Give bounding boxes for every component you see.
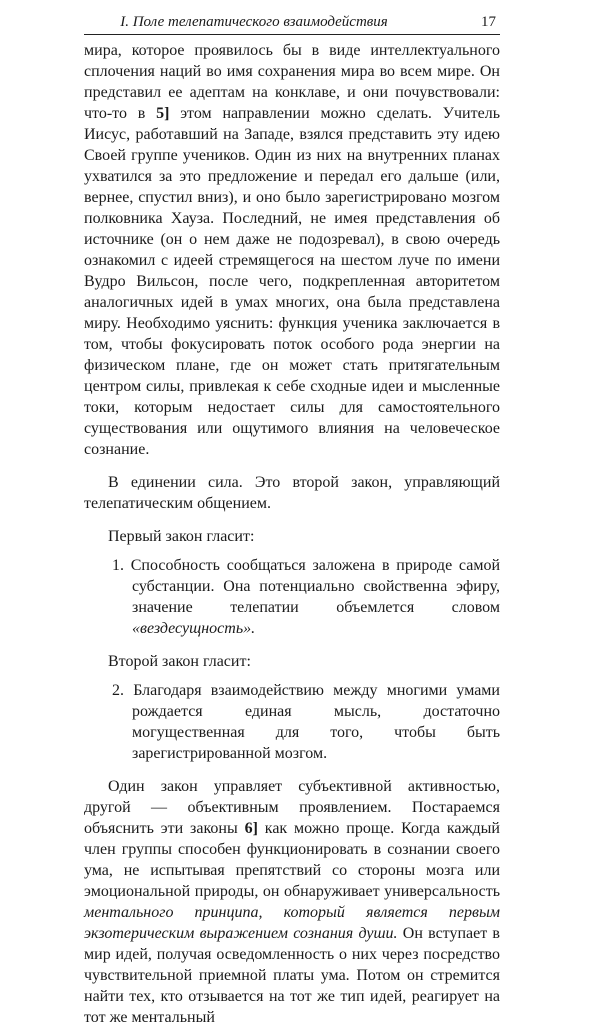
law-text: 1. Способность сообщаться заложена в природе самой субстанции. Она потенциально свойственна эфиру, значение телепатии объемлется словом bbox=[112, 557, 500, 616]
second-law-label: Второй закон гласит: bbox=[108, 653, 251, 670]
source-page-ref: 5] bbox=[156, 105, 170, 122]
emphasis: «вездесущность». bbox=[132, 620, 256, 637]
paragraph-text: этом направлении можно сделать. Учитель Иисус, работавший на Западе, взялся представить эту идею Своей группе учеников. Один из них на внутренних планах ухватился за это предложение и передал его дальше (или, вернее, спустил вниз), и оно было зарегистрировано мозгом полковника Хауза. Последний, не имея представления об источнике (он о нем даже не подозревал), в свою очередь ознакомил с идеей стремящегося на шестом луче по имени Вудро Вильсон, после чего, подкрепленная авторитетом аналогичных идей в умах многих, она была представлена миру. Необходимо уяснить: функция ученика заключается в том, чтобы фокусировать поток особого рода энергии на физическом плане, где он может стать притягательным центром силы, привлекая к себе сходные идеи и мысленные токи, которым недостает силы для самостоятельного существования или ощутимого влияния на человеческое сознание. bbox=[84, 105, 500, 458]
paragraph-text: мира, которое проявилось бы в виде интеллектуального сплочения наций во имя сохранения мира во всем мире. Он представил ее адептам на конклаве, и они почувствовали: что-то в bbox=[84, 42, 500, 122]
source-page-ref: 6] bbox=[244, 820, 258, 837]
page-number: 17 bbox=[481, 14, 496, 30]
page-body bbox=[84, 40, 500, 1028]
chapter-title: I. Поле телепатического взаимодействия bbox=[120, 14, 388, 30]
paragraph bbox=[84, 776, 500, 1028]
paragraph-text: Один закон управляет субъективной активностью, другой — объективным проявлением. Постараемся объяснить эти законы bbox=[84, 778, 500, 837]
paragraph: В единении сила. Это второй закон, управляющий телепатическим общением. bbox=[84, 474, 500, 512]
paragraph-text: как можно проще. Когда каждый член группы способен функционировать в сознании своего ума, не испытывая препятствий со стороны мозга или эмоциональной природы, он обнаруживает универсальность bbox=[84, 820, 500, 900]
first-law-label: Первый закон гласит: bbox=[108, 528, 255, 545]
law-item-2: 2. Благодаря взаимодействию между многими умами рождается единая мысль, достаточно могущественная для того, чтобы быть зарегистрированной мозгом. bbox=[112, 682, 500, 762]
paragraph-text: Он вступает в мир идей, получая осведомленность о них через посредство чувствительной приемной платы ума. Потом он стремится найти тех, кто отзывается на тот же тип идей, реагирует на тот же ментальный bbox=[84, 925, 500, 1026]
law-item-1 bbox=[84, 555, 500, 639]
paragraph bbox=[84, 40, 500, 460]
running-header bbox=[84, 12, 500, 35]
emphasis: ментального принципа, который является первым экзотерическим выражением сознания души. bbox=[84, 904, 500, 942]
